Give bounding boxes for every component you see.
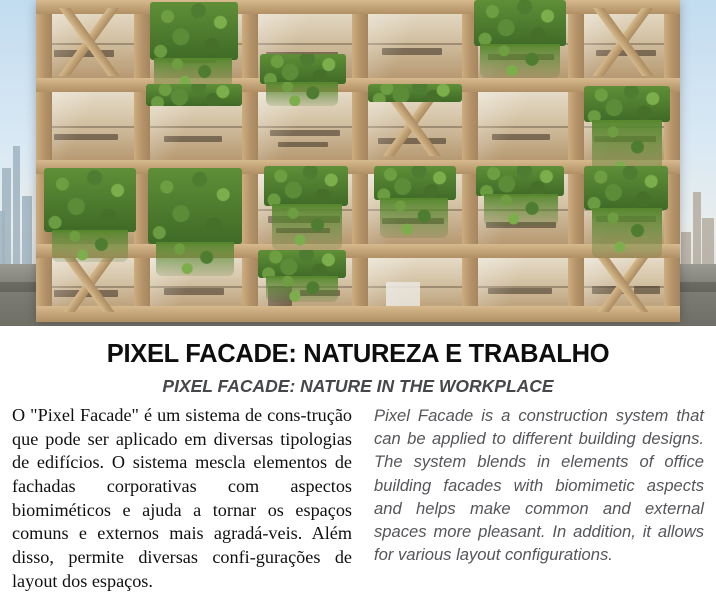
article-headline: PIXEL FACADE: NATUREZA E TRABALHO [106,340,610,368]
green-vine [272,204,342,250]
green-planter [374,166,456,200]
green-vine [266,276,338,302]
green-planter [368,84,462,102]
pixel-facade-building [36,0,680,320]
green-planter [584,166,668,210]
green-planter [260,54,346,84]
green-planter [44,168,136,232]
body-column-portuguese [12,404,352,593]
facade-bay [476,90,568,160]
green-planter [264,166,348,206]
body-text-english: Pixel Facade is a construction system that can be applied to different building designs. The system blends in elements of office building facades with biomimetic aspects and helps make common and external spaces more pleasant. In addition, it allows for various layout configurations. [374,406,704,565]
article-columns [12,404,704,593]
body-text-portuguese: O "Pixel Facade" é um sistema de cons-trução que pode ser aplicado em diversas tipologias de edifícios. O sistema mescla elementos de fachadas corporativas com aspectos biomiméticos e ajuda a tornar os espaços comuns e externos mais agradá-veis. Além disso, permite diversas confi-gurações de layout dos espaços. [12,405,352,591]
green-vine [484,194,558,226]
green-vine [156,242,234,276]
green-vine [380,198,448,238]
green-vine [592,208,662,258]
green-planter [258,250,346,278]
distant-skyline-right [676,158,716,278]
green-planter [584,86,670,122]
green-planter [474,0,566,46]
green-planter [146,84,242,106]
green-planter [476,166,564,196]
facade-beam [36,244,680,258]
body-column-english [374,404,704,593]
green-planter [150,2,238,60]
green-vine [52,230,128,262]
distant-skyline-left [0,116,40,266]
cross-brace [46,8,132,76]
cross-brace [584,258,662,312]
cross-brace [46,258,132,312]
green-vine [480,44,560,78]
facade-bay [366,6,462,78]
article-text-area [0,326,716,600]
green-planter [148,168,242,244]
article-subheadline: PIXEL FACADE: NATURE IN THE WORKPLACE [162,376,554,397]
facade-bay [44,90,134,160]
green-vine [266,82,338,106]
cross-brace [584,8,662,76]
